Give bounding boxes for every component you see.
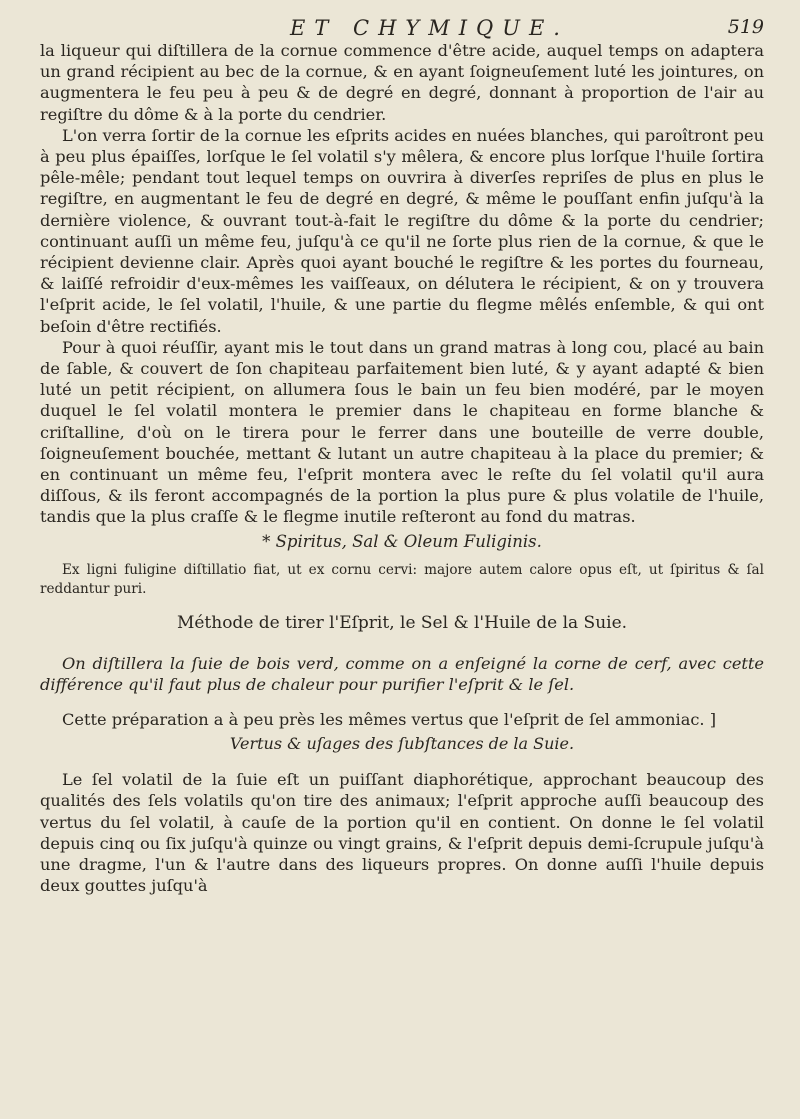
method-instructions bbox=[40, 653, 764, 695]
latin-text: Ex ligni fuligine diſtillatio fiat, ut ex cornu cervi: majore autem calore opus eſt, ut ſpiritus & ſal reddantur puri. bbox=[40, 561, 764, 597]
vertus-block bbox=[40, 769, 764, 896]
paragraph-distillation: L'on verra ſortir de la cornue les eſprits acides en nuées blanches, qui paroîtront peu à peu plus épaiſſes, lorſque le ſel volatil s'y mêlera, & encore plus lorſque l'huile ſortira pêle-mêle; pendant tout lequel temps on ouvrira à diverſes repriſes de plus en plus le regiſtre, en augmentant le feu de degré en degré, & même le pouſſant enfin juſqu'à la dernière violence, & ouvrant tout-à-fait le regiſtre du dôme & la porte du cendrier; continuant auſſi un même feu, juſqu'à ce qu'il ne ſorte plus rien de la cornue, & que le récipient devienne clair. Après quoi ayant bouché le regiſtre & les portes du fourneau, & laiſſé refroidir d'eux-mêmes les vaiſſeaux, on délutera le récipient, & on y trouvera l'eſprit acide, le ſel volatil, l'huile, & une partie du flegme mêlés enſemble, & qui ont beſoin d'être rectifiés. bbox=[40, 125, 764, 336]
preparation-block bbox=[40, 709, 764, 730]
paragraph-continuation: la liqueur qui diſtillera de la cornue commence d'être acide, auquel temps on adaptera un grand récipient au bec de la cornue, & en ayant ſoigneuſement luté les jointures, on augmentera le feu peu à peu & de degré en degré, donnant à proportion de l'air au regiſtre du dôme & à la porte du cendrier. bbox=[40, 41, 764, 124]
final-paragraph: Le ſel volatil de la ſuie eſt un puiſſant diaphorétique, approchant beaucoup des qualités des ſels volatils qu'on tire des animaux; l'eſprit approche auſſi beaucoup des vertus du ſel volatil, à cauſe de la portion qu'il en contient. On donne le ſel volatil depuis cinq ou ſix juſqu'à quinze ou vingt grains, & l'eſprit depuis demi-ſcrupule juſqu'à une dragme, l'un & l'autre dans des liqueurs propres. On donne auſſi l'huile depuis deux gouttes juſqu'à bbox=[40, 770, 764, 896]
latin-heading: * Spiritus, Sal & Oleum Fuliginis. bbox=[262, 531, 542, 551]
paragraph-rectification: Pour à quoi réuſſir, ayant mis le tout dans un grand matras à long cou, placé au bain de ſable, & couvert de ſon chapiteau parfaitement bien luté, & y ayant adapté & bien luté un petit récipient, on allumera ſous le bain un feu bien modéré, par le moyen duquel le ſel volatil montera le premier dans le chapiteau en forme blanche & criſtalline, d'où on le tirera pour le ferrer dans une bouteille de verre double, ſoigneuſement bouchée, mettant & lutant un autre chapiteau à la place du premier; & en continuant un même feu, l'eſprit montera avec le reſte du ſel volatil qu'il aura diſſous, & ils feront accompagnés de la portion la plus pure & plus volatile de l'huile, tandis que la plus craſſe & le flegme inutile reſteront au fond du matras. bbox=[40, 337, 764, 527]
vertus-title: Vertus & uſages des ſubſtances de la Suie. bbox=[229, 734, 575, 754]
running-header bbox=[40, 14, 764, 40]
running-title: ET CHYMIQUE. bbox=[290, 16, 569, 40]
page-number: 519 bbox=[727, 16, 764, 38]
italic-paragraph: On diſtillera la ſuie de bois verd, comme on a enſeigné la corne de cerf, avec cette différence qu'il faut plus de chaleur pour purifier l'eſprit & le ſel. bbox=[40, 653, 764, 694]
method-title: Méthode de tirer l'Eſprit, le Sel & l'Huile de la Suie. bbox=[176, 612, 628, 633]
preparation-text: Cette préparation a à peu près les mêmes vertus que l'eſprit de ſel ammoniac. ] bbox=[62, 710, 717, 730]
main-text bbox=[40, 40, 764, 528]
